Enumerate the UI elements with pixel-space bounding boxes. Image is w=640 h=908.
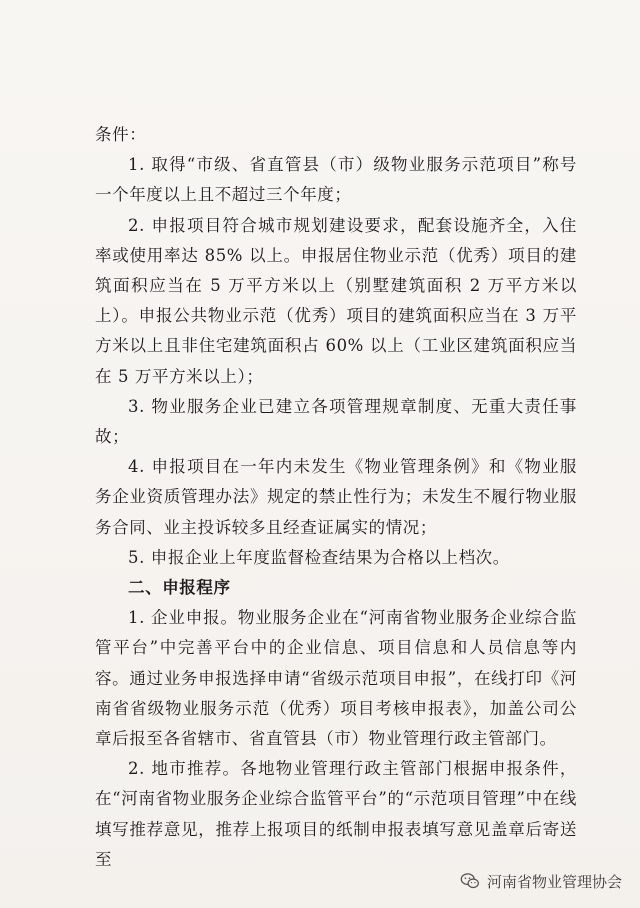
paragraph-condition-4: 4. 申报项目在一年内未发生《物业管理条例》和《物业服务企业资质管理办法》规定的禁止性行为；未发生不履行物业服务合同、业主投诉较多且经查证属实的情况； [95, 457, 577, 537]
paragraph-procedure-1: 1. 企业申报。物业服务企业在“河南省物业服务企业综合监管平台”中完善平台中的企业信息、项目信息和人员信息等内容。通过业务申报选择申请“省级示范项目申报”，在线打印《河南省省级物业服务示范（优秀）项目考核申报表》，加盖公司公章后报至各省辖市、省直管县（市）物业管理行政主管部门。 [95, 608, 577, 749]
watermark [459, 870, 622, 892]
paragraph-condition-5: 5. 申报企业上年度监督检查结果为合格以上档次。 [128, 547, 510, 567]
wechat-icon [459, 870, 481, 892]
paragraph-condition-1: 1. 取得“市级、省直管县（市）级物业服务示范项目”称号一个年度以上且不超过三个年度； [95, 155, 577, 205]
paragraph-condition-label: 条件： [95, 125, 147, 144]
document-body [95, 120, 577, 875]
paragraph-condition-2: 2. 申报项目符合城市规划建设要求，配套设施齐全，入住率或使用率达 85% 以上。申报居住物业示范（优秀）项目的建筑面积应当在 5 万平方米以上（别墅建筑面积 2 万平方米以上）。申报公共物业示范（优秀）项目的建筑面积应当在 3 万平方米以上且非住宅建筑面积占 60% 以上（工业区建筑面积应当在 5 万平方米以上）； [95, 215, 577, 386]
section-heading-procedure: 二、申报程序 [128, 578, 231, 598]
paragraph-procedure-2: 2. 地市推荐。各地物业管理行政主管部门根据申报条件，在“河南省物业服务企业综合监管平台”的“示范项目管理”中在线填写推荐意见，推荐上报项目的纸制申报表填写意见盖章后寄送至 [95, 759, 577, 869]
paragraph-condition-3: 3. 物业服务企业已建立各项管理规章制度、无重大责任事故； [95, 396, 577, 447]
watermark-text: 河南省物业管理协会 [486, 872, 622, 891]
